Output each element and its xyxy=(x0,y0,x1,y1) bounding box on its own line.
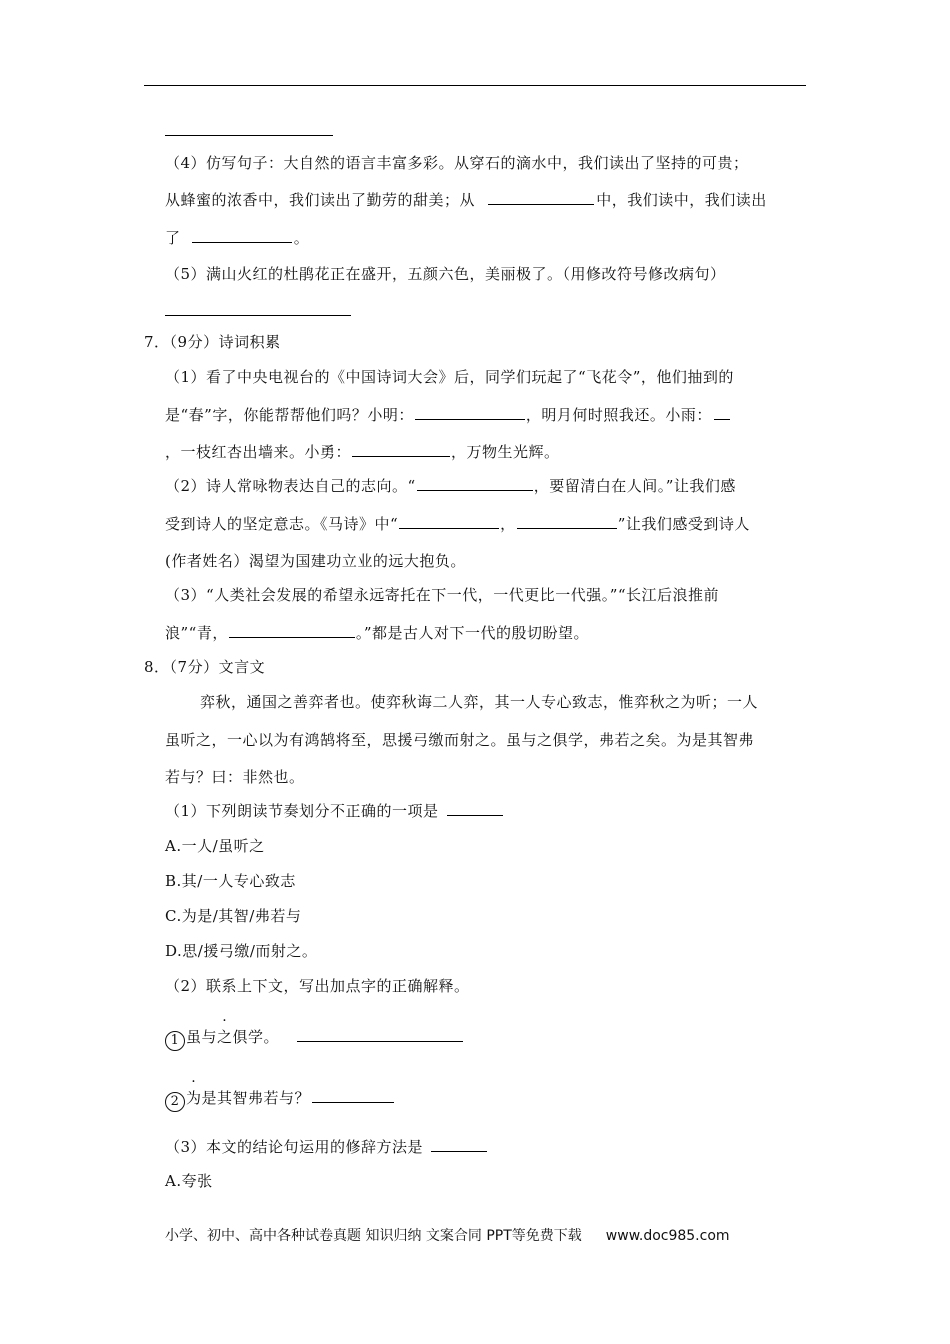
footer-text: 小学、初中、高中各种试卷真题 知识归纳 文案合同 PPT等免费下载 xyxy=(165,1228,582,1244)
answer-blank-q6-3[interactable] xyxy=(165,135,333,136)
answer-blank-q8-2a[interactable] xyxy=(297,1026,463,1042)
q7-part3-line2-a: 浪”“青， xyxy=(165,624,228,642)
answer-blank-q7-2a[interactable] xyxy=(417,475,533,491)
q7-part1-line2-a: 是“春”字，你能帮帮他们吗？小明： xyxy=(165,406,414,424)
q8-sub2-item2-b: 是其智弗若与？ xyxy=(201,1089,311,1107)
q8-sub2-item1 xyxy=(165,1026,463,1051)
q7-part1-line2-b: ，明月何时照我还。小雨： xyxy=(525,406,712,424)
answer-blank-q6-4a[interactable] xyxy=(488,189,594,205)
answer-blank-q8-2b[interactable] xyxy=(312,1087,394,1103)
answer-blank-q8-1[interactable] xyxy=(447,800,503,816)
q7-part1-line3 xyxy=(165,441,560,463)
q7-part2-line2-b: ， xyxy=(500,515,516,533)
q8-option-d: D.思/援弓缴/而射之。 xyxy=(165,942,318,960)
q7-part2-line1 xyxy=(165,475,736,497)
q6-item4-line3-a: 了 xyxy=(165,229,181,247)
dotted-char-zhi: 之 xyxy=(217,1028,233,1046)
q7-part3-line1: （3）“人类社会发展的希望永远寄托在下一代，一代更比一代强。”“长江后浪推前 xyxy=(165,586,720,604)
q8-title: 8．（7分）文言文 xyxy=(144,658,266,676)
q8-option-c: C.为是/其智/弗若与 xyxy=(165,907,302,925)
answer-blank-q7-3[interactable] xyxy=(229,622,355,638)
footer-url[interactable]: www.doc985.com xyxy=(605,1228,730,1244)
q8-passage-line3: 若与？曰：非然也。 xyxy=(165,768,305,786)
q7-part3-line2 xyxy=(165,622,589,644)
q8-sub2: （2）联系上下文，写出加点字的正确解释。 xyxy=(165,977,470,995)
dotted-char-wei: 为 xyxy=(186,1089,202,1107)
q7-part1-line3-a: ，一枝红杏出墙来。小勇： xyxy=(165,443,352,461)
q8-sub3 xyxy=(165,1136,487,1158)
q8-sub2-item2 xyxy=(165,1087,394,1112)
answer-blank-q7-xiaoyong[interactable] xyxy=(352,441,450,457)
q6-item4-line2-a: 从蜂蜜的浓香中，我们读出了勤劳的甜美；从 xyxy=(165,191,476,209)
q8-sub1 xyxy=(165,800,503,822)
header-rule xyxy=(144,85,806,86)
q8-sub2-item1-a: 虽与 xyxy=(186,1028,218,1046)
q7-title: 7．（9分）诗词积累 xyxy=(144,333,281,351)
answer-blank-q7-xiaoyu[interactable] xyxy=(714,404,730,420)
q7-part2-line1-b: ，要留清白在人间。”让我们感 xyxy=(533,477,736,495)
answer-blank-q7-xiaoming[interactable] xyxy=(415,404,525,420)
q7-part1-line1: （1）看了中央电视台的《中国诗词大会》后，同学们玩起了“飞花令”，他们抽到的 xyxy=(165,368,734,386)
q8-passage-line1: 弈秋，通国之善弈者也。使弈秋诲二人弈，其一人专心致志，惟弈秋之为听；一人 xyxy=(200,693,759,711)
circled-number-1: 1 xyxy=(165,1031,185,1051)
answer-blank-q6-4b[interactable] xyxy=(192,227,292,243)
answer-blank-q7-2b[interactable] xyxy=(399,513,499,529)
answer-blank-q6-5[interactable] xyxy=(165,315,351,316)
q6-item4-line2 xyxy=(165,189,767,211)
q6-item4-line1: （4）仿写句子：大自然的语言丰富多彩。从穿石的滴水中，我们读出了坚持的可贵； xyxy=(165,154,749,172)
q8-passage-line2: 虽听之，一心以为有鸿鹄将至，思援弓缴而射之。虽与之俱学，弗若之矣。为是其智弗 xyxy=(165,731,755,749)
q7-part3-line2-b: 。”都是古人对下一代的殷切盼望。 xyxy=(355,624,590,642)
q7-part1-line2 xyxy=(165,404,730,426)
q6-item4-line3 xyxy=(165,227,309,249)
circled-number-2: 2 xyxy=(165,1092,185,1112)
q7-part2-line2 xyxy=(165,513,750,535)
q7-part2-line2-c: ”让我们感受到诗人 xyxy=(617,515,750,533)
q8-sub3-option-a: A.夸张 xyxy=(165,1172,213,1190)
q7-part2-line2-a: 受到诗人的坚定意志。《马诗》中“ xyxy=(165,515,399,533)
q8-option-b: B.其/一人专心致志 xyxy=(165,872,296,890)
q6-item4-line3-b: 。 xyxy=(293,229,310,247)
q6-item4-line2-b: 中，我们读中，我们读出 xyxy=(596,191,767,209)
q7-part2-line1-a: （2）诗人常咏物表达自己的志向。“ xyxy=(165,477,416,495)
q6-item5: （5）满山火红的杜鹃花正在盛开，五颜六色，美丽极了。（用修改符号修改病句） xyxy=(165,265,726,283)
q7-part1-line3-b: ，万物生光辉。 xyxy=(451,443,560,461)
footer xyxy=(165,1226,730,1246)
answer-blank-q7-2c[interactable] xyxy=(517,513,617,529)
answer-blank-q8-3[interactable] xyxy=(431,1136,487,1152)
q8-sub3-text: （3）本文的结论句运用的修辞方法是 xyxy=(165,1138,424,1156)
q7-part2-line3: (作者姓名）渴望为国建功立业的远大抱负。 xyxy=(165,552,466,570)
q8-option-a: A.一人/虽听之 xyxy=(165,837,265,855)
q8-sub1-text: （1）下列朗读节奏划分不正确的一项是 xyxy=(165,802,439,820)
q8-sub2-item1-b: 俱学。 xyxy=(232,1028,280,1046)
